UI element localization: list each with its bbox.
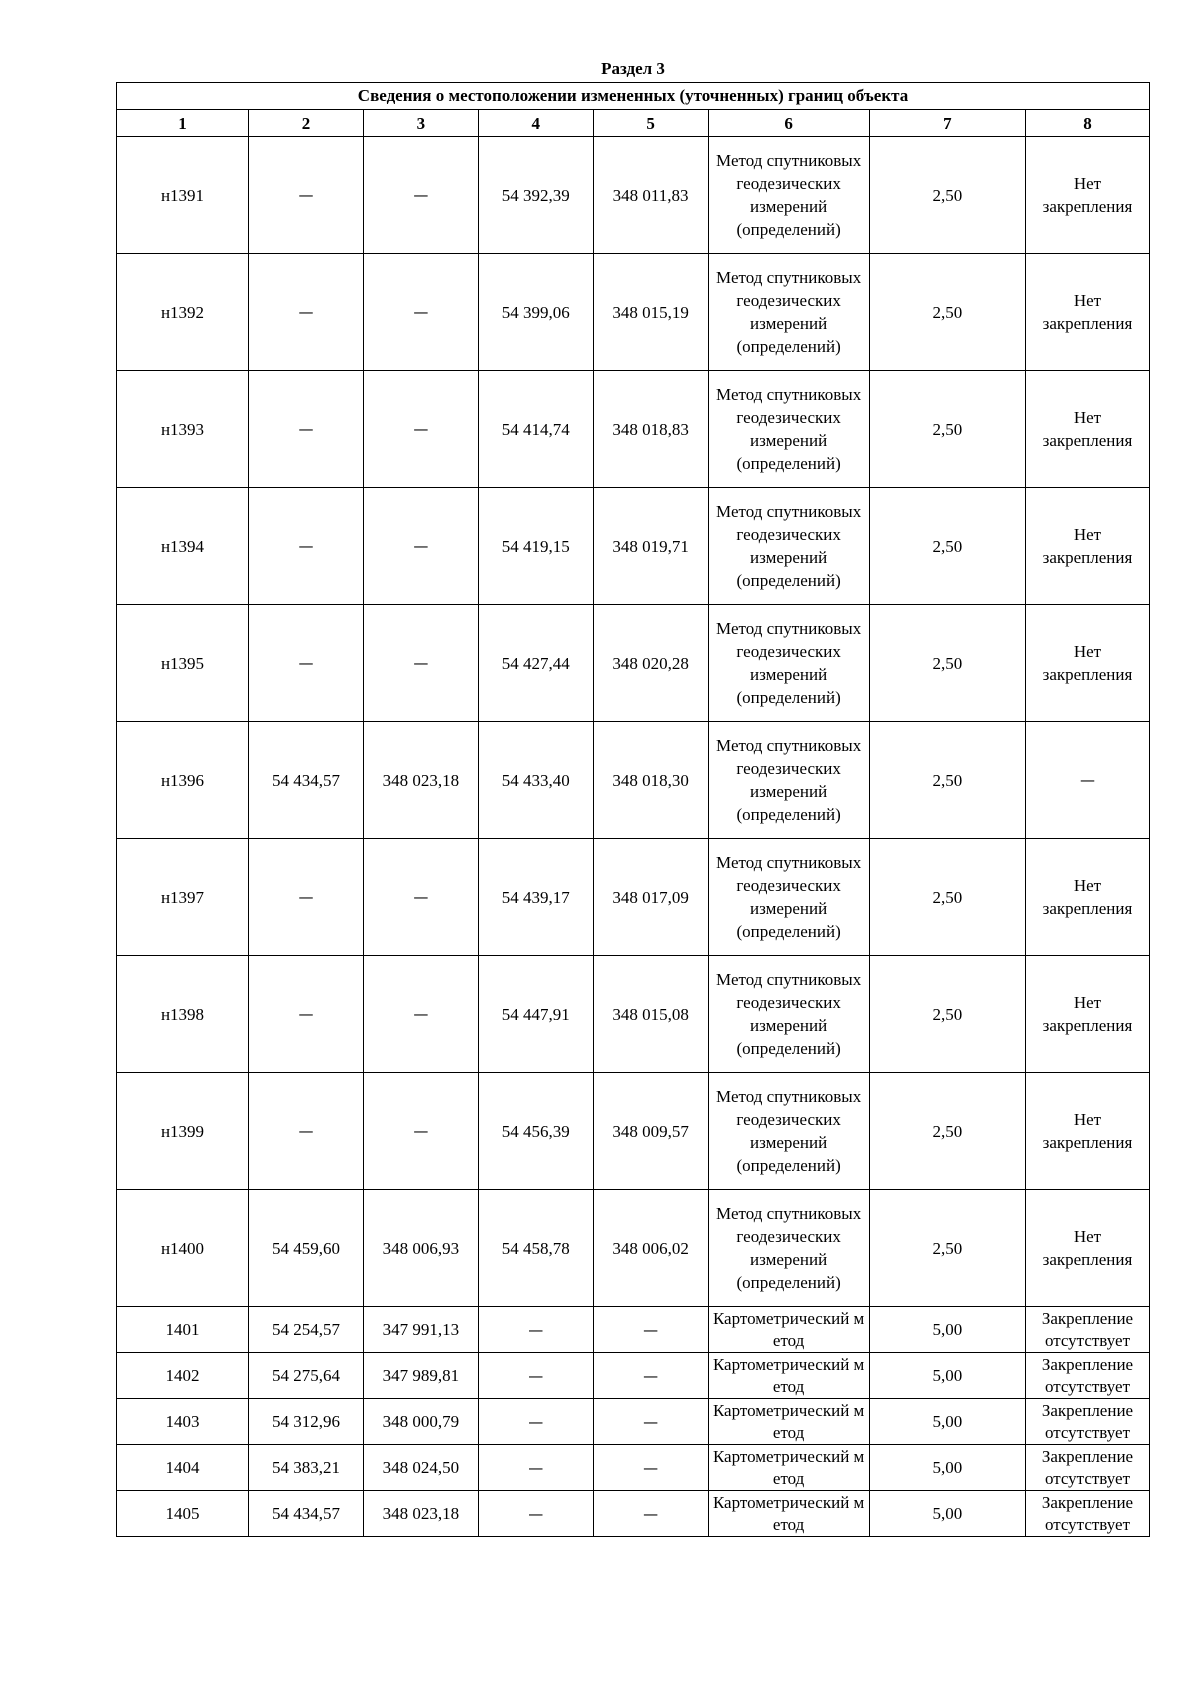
table-row: [117, 137, 1150, 254]
table-row: [117, 605, 1150, 722]
cell-old-y: 348 000,79: [363, 1399, 478, 1445]
cell-old-y: —: [363, 137, 478, 254]
cell-marking: Нет закрепления: [1025, 137, 1149, 254]
cell-new-y: 348 019,71: [593, 488, 708, 605]
cell-marking: Закрепление отсутствует: [1025, 1353, 1149, 1399]
cell-new-x: —: [478, 1307, 593, 1353]
cell-marking: Нет закрепления: [1025, 1073, 1149, 1190]
table-row: [117, 956, 1150, 1073]
cell-method: Метод спутниковых геодезических измерений (определений): [708, 1190, 869, 1307]
table-row: [117, 1190, 1150, 1307]
cell-point-name: н1399: [117, 1073, 249, 1190]
cell-accuracy: 2,50: [869, 254, 1025, 371]
cell-method: Метод спутниковых геодезических измерений (определений): [708, 839, 869, 956]
cell-new-x: 54 399,06: [478, 254, 593, 371]
cell-old-y: —: [363, 488, 478, 605]
cell-accuracy: 5,00: [869, 1445, 1025, 1491]
cell-method: Картометрический метод: [708, 1353, 869, 1399]
table-row: [117, 1073, 1150, 1190]
cell-marking: Нет закрепления: [1025, 839, 1149, 956]
cell-old-x: 54 312,96: [249, 1399, 364, 1445]
cell-method: Метод спутниковых геодезических измерений (определений): [708, 1073, 869, 1190]
cell-accuracy: 2,50: [869, 488, 1025, 605]
cell-old-x: 54 434,57: [249, 722, 364, 839]
table-row: [117, 1399, 1150, 1445]
cell-accuracy: 2,50: [869, 839, 1025, 956]
column-number-5: 5: [593, 110, 708, 137]
cell-method: Метод спутниковых геодезических измерений (определений): [708, 956, 869, 1073]
cell-old-x: —: [249, 371, 364, 488]
cell-old-y: —: [363, 1073, 478, 1190]
cell-new-x: —: [478, 1445, 593, 1491]
cell-marking: Нет закрепления: [1025, 605, 1149, 722]
cell-point-name: н1393: [117, 371, 249, 488]
cell-new-x: 54 419,15: [478, 488, 593, 605]
cell-new-y: —: [593, 1353, 708, 1399]
column-number-4: 4: [478, 110, 593, 137]
cell-new-y: 348 017,09: [593, 839, 708, 956]
cell-accuracy: 5,00: [869, 1399, 1025, 1445]
column-number-1: 1: [117, 110, 249, 137]
cell-method: Картометрический метод: [708, 1307, 869, 1353]
column-number-2: 2: [249, 110, 364, 137]
table-row: [117, 371, 1150, 488]
cell-point-name: н1400: [117, 1190, 249, 1307]
cell-new-x: —: [478, 1491, 593, 1537]
cell-marking: Закрепление отсутствует: [1025, 1491, 1149, 1537]
cell-new-y: 348 009,57: [593, 1073, 708, 1190]
cell-method: Картометрический метод: [708, 1491, 869, 1537]
cell-old-x: 54 254,57: [249, 1307, 364, 1353]
cell-point-name: н1392: [117, 254, 249, 371]
cell-marking: Нет закрепления: [1025, 254, 1149, 371]
cell-new-y: —: [593, 1491, 708, 1537]
section-title: Раздел 3: [601, 59, 665, 78]
cell-point-name: 1403: [117, 1399, 249, 1445]
cell-accuracy: 2,50: [869, 956, 1025, 1073]
cell-point-name: н1398: [117, 956, 249, 1073]
cell-method: Метод спутниковых геодезических измерений (определений): [708, 371, 869, 488]
cell-new-x: 54 414,74: [478, 371, 593, 488]
cell-new-x: 54 433,40: [478, 722, 593, 839]
cell-marking: Нет закрепления: [1025, 371, 1149, 488]
cell-marking: Нет закрепления: [1025, 488, 1149, 605]
cell-old-y: —: [363, 605, 478, 722]
cell-new-y: —: [593, 1399, 708, 1445]
cell-point-name: н1397: [117, 839, 249, 956]
cell-method: Метод спутниковых геодезических измерений (определений): [708, 605, 869, 722]
cell-new-y: 348 018,83: [593, 371, 708, 488]
table-row: [117, 1353, 1150, 1399]
cell-old-y: 347 989,81: [363, 1353, 478, 1399]
cell-marking: Закрепление отсутствует: [1025, 1445, 1149, 1491]
cell-method: Метод спутниковых геодезических измерений (определений): [708, 722, 869, 839]
cell-old-y: 348 024,50: [363, 1445, 478, 1491]
table-row: [117, 722, 1150, 839]
cell-new-y: 348 020,28: [593, 605, 708, 722]
cell-old-x: —: [249, 1073, 364, 1190]
cell-point-name: 1405: [117, 1491, 249, 1537]
cell-old-x: 54 275,64: [249, 1353, 364, 1399]
cell-accuracy: 5,00: [869, 1353, 1025, 1399]
cell-marking: Закрепление отсутствует: [1025, 1307, 1149, 1353]
column-number-row: [117, 110, 1150, 137]
cell-old-y: 348 023,18: [363, 1491, 478, 1537]
cell-method: Картометрический метод: [708, 1399, 869, 1445]
table-row: [117, 839, 1150, 956]
cell-point-name: н1395: [117, 605, 249, 722]
cell-new-x: —: [478, 1399, 593, 1445]
cell-accuracy: 2,50: [869, 722, 1025, 839]
cell-accuracy: 2,50: [869, 137, 1025, 254]
cell-new-x: 54 456,39: [478, 1073, 593, 1190]
cell-accuracy: 2,50: [869, 1190, 1025, 1307]
table-row: [117, 1445, 1150, 1491]
cell-old-y: —: [363, 956, 478, 1073]
cell-marking: Нет закрепления: [1025, 1190, 1149, 1307]
cell-old-y: 348 006,93: [363, 1190, 478, 1307]
cell-method: Метод спутниковых геодезических измерений (определений): [708, 488, 869, 605]
cell-method: Картометрический метод: [708, 1445, 869, 1491]
column-number-7: 7: [869, 110, 1025, 137]
table-row: [117, 254, 1150, 371]
cell-new-x: 54 447,91: [478, 956, 593, 1073]
table-row: [117, 1307, 1150, 1353]
cell-old-x: —: [249, 605, 364, 722]
cell-new-x: 54 439,17: [478, 839, 593, 956]
table-caption: Сведения о местоположении измененных (уточненных) границ объекта: [117, 83, 1150, 110]
cell-method: Метод спутниковых геодезических измерений (определений): [708, 254, 869, 371]
cell-point-name: н1391: [117, 137, 249, 254]
cell-old-x: —: [249, 839, 364, 956]
cell-point-name: н1394: [117, 488, 249, 605]
cell-point-name: 1401: [117, 1307, 249, 1353]
cell-marking: —: [1025, 722, 1149, 839]
cell-point-name: 1404: [117, 1445, 249, 1491]
cell-new-x: —: [478, 1353, 593, 1399]
cell-old-x: 54 383,21: [249, 1445, 364, 1491]
cell-new-y: 348 018,30: [593, 722, 708, 839]
cell-old-x: —: [249, 956, 364, 1073]
cell-new-y: 348 006,02: [593, 1190, 708, 1307]
cell-old-y: 348 023,18: [363, 722, 478, 839]
cell-old-y: —: [363, 254, 478, 371]
cell-new-x: 54 427,44: [478, 605, 593, 722]
cell-old-y: —: [363, 839, 478, 956]
cell-old-y: —: [363, 371, 478, 488]
column-number-8: 8: [1025, 110, 1149, 137]
cell-new-y: —: [593, 1445, 708, 1491]
cell-new-x: 54 392,39: [478, 137, 593, 254]
cell-marking: Закрепление отсутствует: [1025, 1399, 1149, 1445]
cell-point-name: 1402: [117, 1353, 249, 1399]
cell-accuracy: 5,00: [869, 1491, 1025, 1537]
column-number-3: 3: [363, 110, 478, 137]
cell-old-x: 54 459,60: [249, 1190, 364, 1307]
cell-new-x: 54 458,78: [478, 1190, 593, 1307]
cell-old-x: —: [249, 488, 364, 605]
cell-accuracy: 5,00: [869, 1307, 1025, 1353]
cell-new-y: 348 015,08: [593, 956, 708, 1073]
cell-accuracy: 2,50: [869, 605, 1025, 722]
cell-old-x: —: [249, 137, 364, 254]
cell-method: Метод спутниковых геодезических измерений (определений): [708, 137, 869, 254]
cell-new-y: 348 011,83: [593, 137, 708, 254]
cell-old-x: 54 434,57: [249, 1491, 364, 1537]
cell-accuracy: 2,50: [869, 371, 1025, 488]
table-row: [117, 1491, 1150, 1537]
cell-old-y: 347 991,13: [363, 1307, 478, 1353]
cell-marking: Нет закрепления: [1025, 956, 1149, 1073]
boundary-coordinates-table: [116, 82, 1150, 1537]
table-body: [117, 137, 1150, 1537]
cell-old-x: —: [249, 254, 364, 371]
cell-point-name: н1396: [117, 722, 249, 839]
cell-new-y: —: [593, 1307, 708, 1353]
cell-accuracy: 2,50: [869, 1073, 1025, 1190]
column-number-6: 6: [708, 110, 869, 137]
table-row: [117, 488, 1150, 605]
cell-new-y: 348 015,19: [593, 254, 708, 371]
